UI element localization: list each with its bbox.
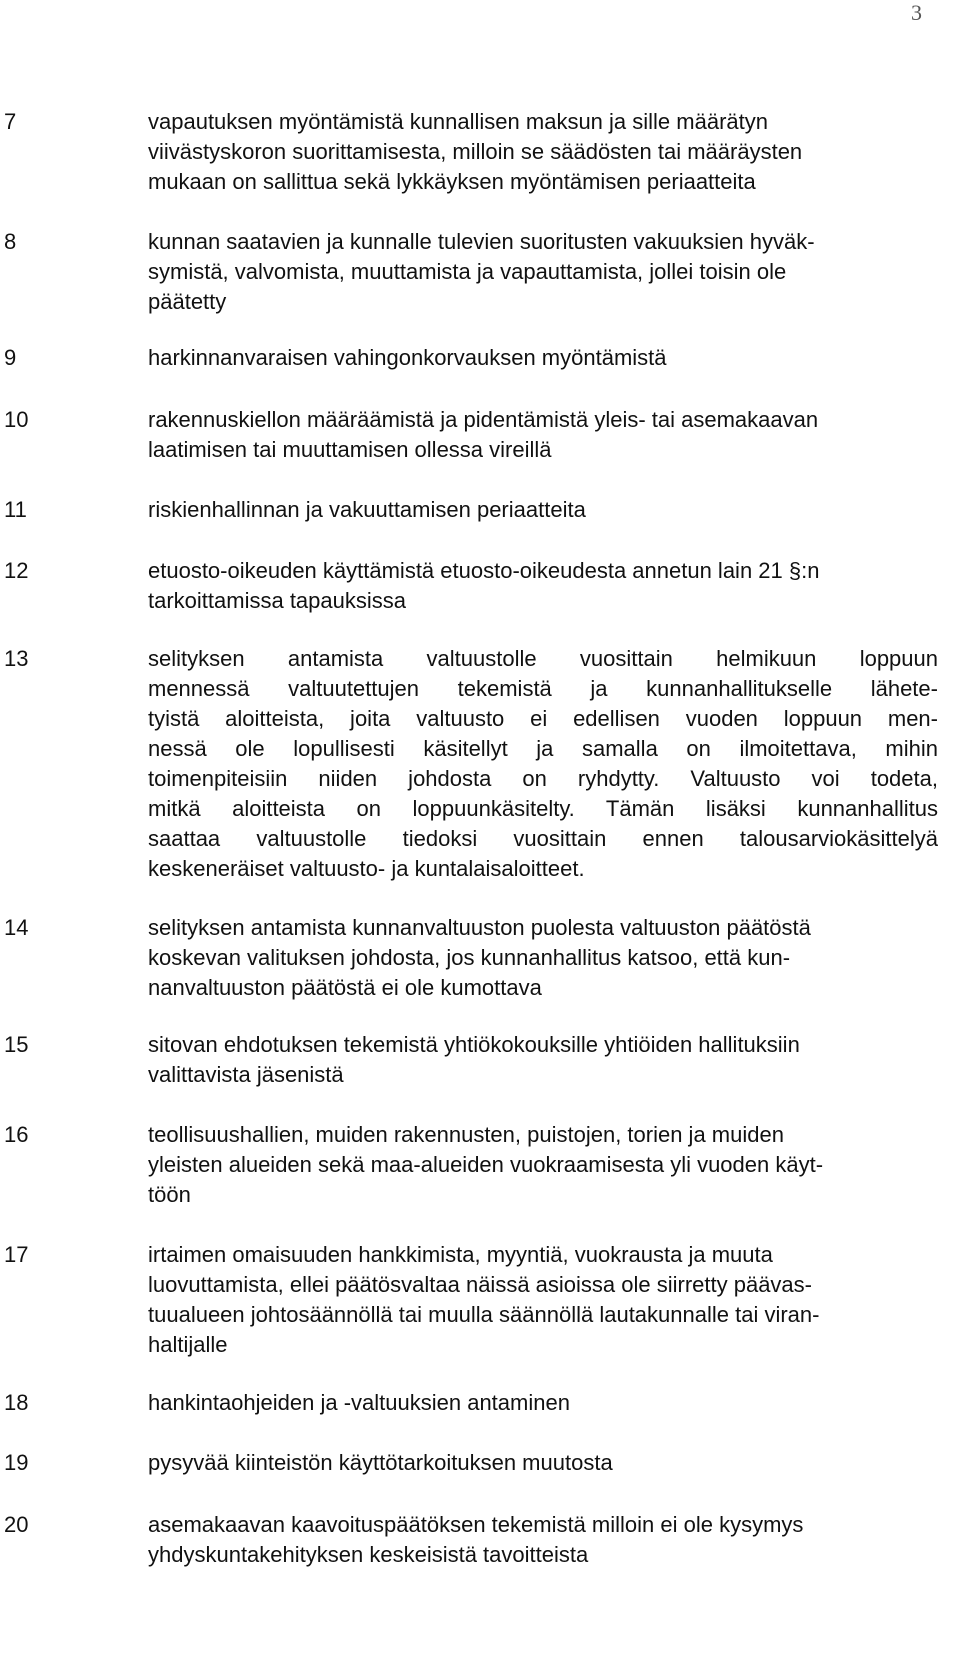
item-number: 19 (4, 1450, 29, 1475)
item-number: 15 (4, 1032, 29, 1057)
item-text-line: selityksen antamista kunnanvaltuuston puolesta valtuuston päätöstä (148, 915, 811, 940)
item-text-line: symistä, valvomista, muuttamista ja vapauttamista, jollei toisin ole (148, 259, 787, 284)
item-text-line: teollisuushallien, muiden rakennusten, puistojen, torien ja muiden (148, 1122, 784, 1147)
item-text-line: riskienhallinnan ja vakuuttamisen periaatteita (148, 497, 586, 522)
item-number: 10 (4, 407, 29, 432)
item-text-line: harkinnanvaraisen vahingonkorvauksen myöntämistä (148, 345, 667, 370)
item-text (148, 1388, 938, 1418)
page-number: 3 (911, 0, 922, 25)
item-text-line: kunnan saatavien ja kunnalle tulevien suoritusten vakuuksien hyväk- (148, 229, 815, 254)
item-text-line: nanvaltuuston päätöstä ei ole kumottava (148, 975, 542, 1000)
item-text (148, 343, 938, 373)
item-text-line: nessä ole lopullisesti käsitellyt ja samalla on ilmoitettava, mihin (148, 736, 938, 761)
item-text-line: etuosto-oikeuden käyttämistä etuosto-oikeudesta annetun lain 21 §:n (148, 558, 820, 583)
item-number: 7 (4, 109, 17, 134)
item-text-line: saattaa valtuustolle tiedoksi vuosittain ennen talousarviokäsittelyä (148, 826, 938, 851)
item-text (148, 1240, 938, 1360)
item-number: 12 (4, 558, 29, 583)
item-text-line: toimenpiteisiin niiden johdosta on ryhdytty. Valtuusto voi todeta, (148, 766, 938, 791)
item-number: 17 (4, 1242, 29, 1267)
item-text-line: mitkä aloitteista on loppuunkäsitelty. Tämän lisäksi kunnanhallitus (148, 796, 938, 821)
item-number: 16 (4, 1122, 29, 1147)
item-number: 9 (4, 345, 17, 370)
item-text-line: haltijalle (148, 1332, 228, 1357)
item-text (148, 107, 938, 197)
item-text (148, 1448, 938, 1478)
item-text-line: laatimisen tai muuttamisen ollessa vireillä (148, 437, 552, 462)
item-text-line: mukaan on sallittua sekä lykkäyksen myöntämisen periaatteita (148, 169, 756, 194)
item-text-line: päätetty (148, 289, 227, 314)
item-number: 18 (4, 1390, 29, 1415)
item-text-line: koskevan valituksen johdosta, jos kunnanhallitus katsoo, että kun- (148, 945, 791, 970)
item-text (148, 1030, 938, 1090)
item-text-line: vapautuksen myöntämistä kunnallisen maksun ja sille määrätyn (148, 109, 768, 134)
item-number: 14 (4, 915, 29, 940)
item-number: 13 (4, 646, 29, 671)
item-text-line: asemakaavan kaavoituspäätöksen tekemistä milloin ei ole kysymys (148, 1512, 804, 1537)
item-text-line: hankintaohjeiden ja -valtuuksien antaminen (148, 1390, 570, 1415)
item-text-line: tyistä aloitteista, joita valtuusto ei edellisen vuoden loppuun men- (148, 706, 938, 731)
item-text-line: pysyvää kiinteistön käyttötarkoituksen muutosta (148, 1450, 613, 1475)
item-text-line: tuualueen johtosäännöllä tai muulla säännöllä lautakunnalle tai viran- (148, 1302, 820, 1327)
item-text (148, 644, 938, 884)
item-text (148, 405, 938, 465)
item-text-line: rakennuskiellon määräämistä ja pidentämistä yleis- tai asemakaavan (148, 407, 819, 432)
item-number: 20 (4, 1512, 29, 1537)
item-number: 11 (4, 497, 27, 522)
item-text-line: valittavista jäsenistä (148, 1062, 344, 1087)
item-text-line: keskeneräiset valtuusto- ja kuntalaisaloitteet. (148, 856, 585, 881)
item-text (148, 556, 938, 616)
item-text (148, 1120, 938, 1210)
item-text-line: irtaimen omaisuuden hankkimista, myyntiä, vuokrausta ja muuta (148, 1242, 773, 1267)
item-text-line: tarkoittamissa tapauksissa (148, 588, 406, 613)
item-number: 8 (4, 229, 17, 254)
item-text-line: luovuttamista, ellei päätösvaltaa näissä asioissa ole siirretty päävas- (148, 1272, 812, 1297)
item-text (148, 227, 938, 317)
item-text (148, 495, 938, 525)
item-text-line: sitovan ehdotuksen tekemistä yhtiökokouksille yhtiöiden hallituksiin (148, 1032, 800, 1057)
item-text-line: selityksen antamista valtuustolle vuosittain helmikuun loppuun (148, 646, 938, 671)
item-text-line: yhdyskuntakehityksen keskeisistä tavoitteista (148, 1542, 589, 1567)
item-text (148, 1510, 938, 1570)
item-text-line: yleisten alueiden sekä maa-alueiden vuokraamisesta yli vuoden käyt- (148, 1152, 824, 1177)
item-text-line: töön (148, 1182, 191, 1207)
item-text-line: mennessä valtuutettujen tekemistä ja kunnanhallitukselle lähete- (148, 676, 938, 701)
item-text-line: viivästyskoron suorittamisesta, milloin se säädösten tai määräysten (148, 139, 803, 164)
item-text (148, 913, 938, 1003)
